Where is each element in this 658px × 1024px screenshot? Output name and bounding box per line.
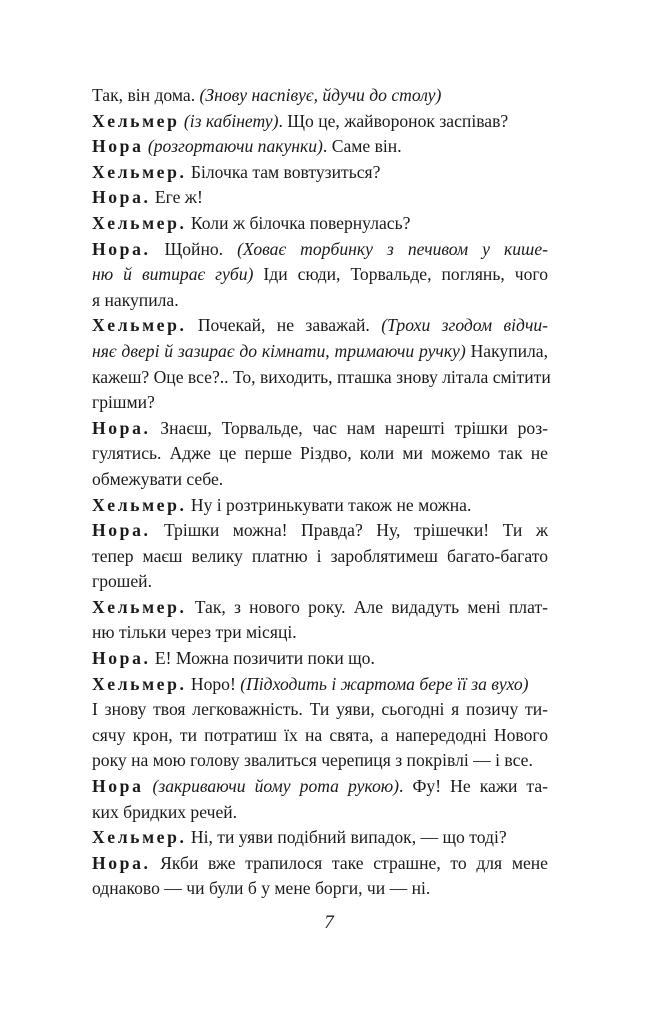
speaker-name: Хельмер.	[92, 494, 187, 515]
text-line	[92, 595, 548, 621]
dialogue-text: кажеш? Оце все?.. То, виходить, пташка знову літала смітити	[92, 366, 551, 387]
text-line	[92, 800, 548, 826]
speaker-name: Хельмер.	[92, 827, 187, 848]
text-line	[92, 672, 548, 698]
dialogue-text: ких бридких речей.	[92, 801, 238, 822]
dialogue-text: Щойно.	[150, 238, 238, 259]
text-line	[92, 697, 548, 723]
text-line	[92, 646, 548, 672]
body-text	[92, 83, 551, 902]
text-line	[92, 211, 548, 237]
speaker-name: Хельмер.	[92, 315, 187, 336]
dialogue-text: Ну і розтринькувати також не можна.	[186, 494, 472, 515]
dialogue-text: гулятись. Адже це перше Різдво, коли ми можемо так не	[92, 443, 548, 464]
stage-direction: ню й витирає губи)	[92, 264, 254, 285]
speaker-name: Нора.	[92, 852, 151, 873]
dialogue-text: тепер маєш велику платню і зароблятимеш багато-багато	[92, 545, 548, 566]
speaker-name: Хельмер.	[92, 673, 187, 694]
text-line	[92, 774, 548, 800]
dialogue-text: грошей.	[92, 571, 152, 592]
dialogue-text: Іди сюди, Торвальде, поглянь, чого	[253, 264, 548, 285]
text-line	[92, 441, 548, 467]
speaker-name: Нора.	[92, 187, 151, 208]
dialogue-text: Ні, ти уяви подібний випадок, — що тоді?	[186, 827, 507, 848]
text-line	[92, 518, 548, 544]
text-line	[92, 569, 548, 595]
dialogue-text: Почекай, не заважай.	[186, 315, 382, 336]
dialogue-text: . Саме він.	[322, 136, 402, 157]
text-line	[92, 288, 548, 314]
text-line	[92, 83, 548, 109]
dialogue-text: . Фу! Не кажи та-	[399, 776, 548, 797]
speaker-name: Нора	[92, 136, 144, 157]
speaker-name: Нора.	[92, 238, 151, 259]
stage-direction: (із кабінету)	[179, 110, 279, 131]
dialogue-text: грішми?	[92, 392, 155, 413]
text-line	[92, 237, 548, 263]
dialogue-text: Трішки можна! Правда? Ну, трішечки! Ти ж	[150, 520, 548, 541]
stage-direction: няє двері й зазирає до кімнати, тримаючи ручку)	[92, 340, 466, 361]
dialogue-text: Знаєш, Торвальде, час нам нарешті трішки роз-	[150, 417, 548, 438]
dialogue-text: Коли ж білочка повернулась?	[186, 212, 411, 233]
text-line	[92, 365, 551, 391]
text-line	[92, 134, 548, 160]
page-number: 7	[324, 912, 334, 933]
dialogue-text: І знову твоя легковажність. Ти уяви, сьогодні я позичу ти-	[92, 699, 548, 720]
dialogue-text: сячу крон, ти потратиш їх на свята, а напередодні Нового	[92, 724, 548, 745]
speaker-name: Хельмер	[92, 110, 180, 131]
text-line	[92, 851, 548, 877]
stage-direction: (Трохи згодом відчи-	[381, 315, 548, 336]
dialogue-text: я накупила.	[92, 289, 179, 310]
stage-direction: (Ховає торбинку з печивом у кише-	[237, 238, 548, 259]
speaker-name: Хельмер.	[92, 596, 187, 617]
dialogue-text: Так, з нового року. Але видадуть мені плат-	[186, 596, 548, 617]
dialogue-text: обмежувати себе.	[92, 468, 224, 489]
dialogue-text: Норо!	[186, 673, 241, 694]
stage-direction: (Підходить і жартома бере її за вухо)	[240, 673, 529, 694]
speaker-name: Нора.	[92, 417, 151, 438]
text-line	[92, 262, 548, 288]
stage-direction: (Знову наспівує, йдучи до столу)	[199, 85, 442, 105]
dialogue-text: Е! Можна позичити поки що.	[150, 648, 375, 669]
dialogue-text: Якби вже трапилося таке страшне, то для мене	[150, 852, 548, 873]
dialogue-text: . Що це, жайворонок заспівав?	[278, 110, 509, 131]
text-line	[92, 109, 548, 135]
dialogue-text: Білочка там вовтузиться?	[186, 161, 381, 182]
dialogue-text: Накупила,	[465, 340, 549, 361]
stage-direction: (розгортаючи пакунки)	[143, 136, 323, 157]
dialogue-text: Еге ж!	[150, 187, 203, 208]
dialogue-text: ню тільки через три місяці.	[92, 622, 297, 643]
text-line	[92, 416, 548, 442]
dialogue-text: однаково — чи були б у мене борги, чи — ні.	[92, 878, 431, 899]
text-line	[92, 876, 548, 902]
speaker-name: Хельмер.	[92, 161, 187, 182]
text-line	[92, 313, 548, 339]
text-line	[92, 748, 548, 774]
text-line	[92, 185, 548, 211]
text-line	[92, 493, 548, 519]
speaker-name: Нора.	[92, 520, 151, 541]
text-line	[92, 620, 548, 646]
text-line	[92, 390, 548, 416]
dialogue-text: Так, він дома.	[92, 85, 200, 105]
stage-direction: (закриваючи йому рота рукою)	[143, 776, 400, 797]
text-line	[92, 467, 548, 493]
speaker-name: Хельмер.	[92, 212, 187, 233]
text-line	[92, 339, 548, 365]
text-line	[92, 160, 548, 186]
dialogue-text: року на мою голову звалиться черепиця з покрівлі — і все.	[92, 750, 533, 771]
speaker-name: Нора	[92, 776, 144, 797]
text-line	[92, 544, 548, 570]
text-line	[92, 825, 548, 851]
speaker-name: Нора.	[92, 648, 151, 669]
text-line	[92, 723, 548, 749]
